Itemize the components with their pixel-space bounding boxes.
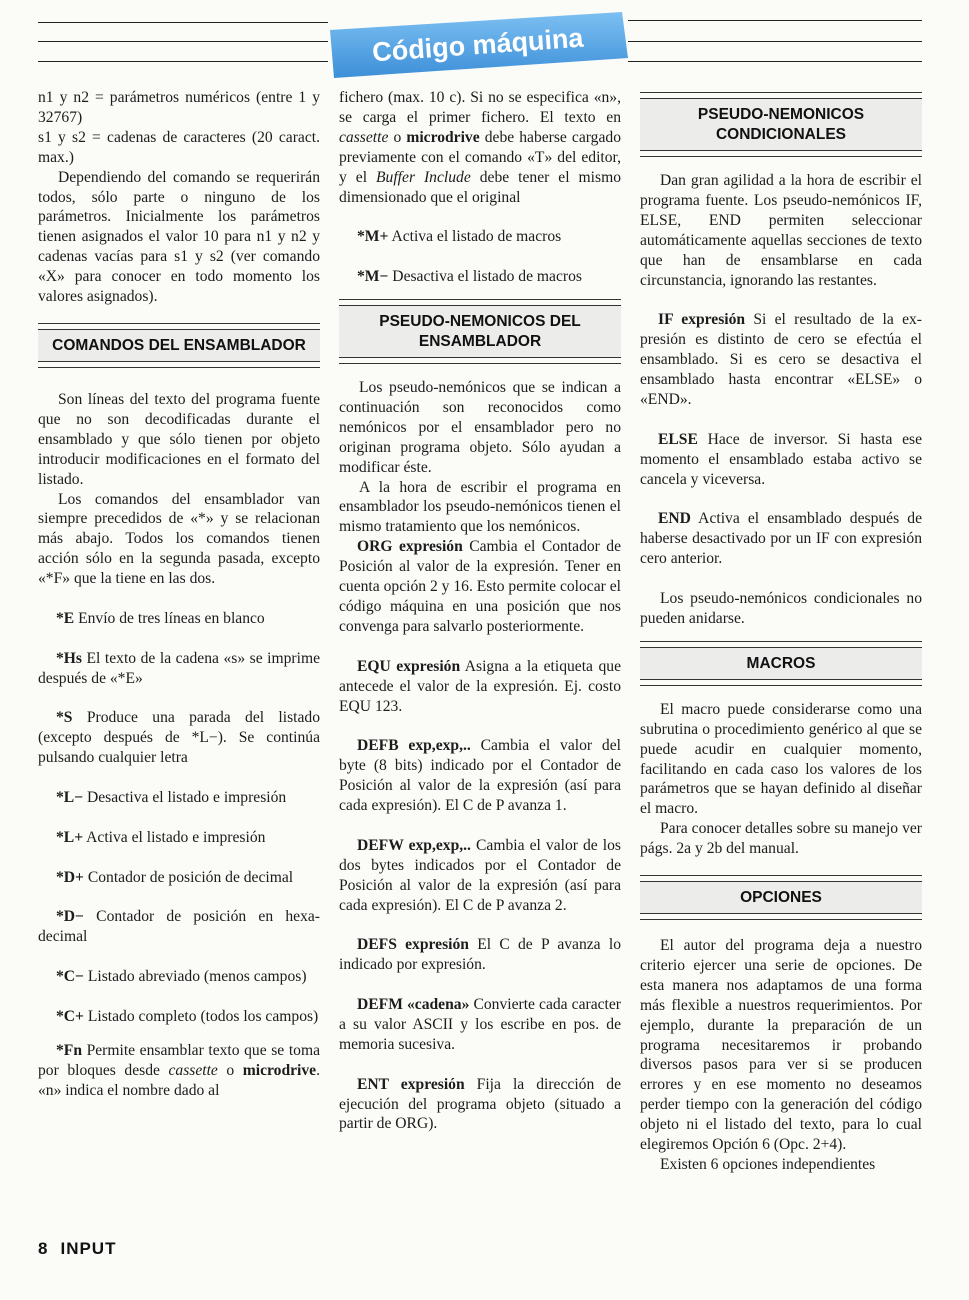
directive-entry: IF expresión Si el resultado de la expresión es distinto de cero se efectúa el ensamblado. Si es cero se desactiva el ensamblado hasta encontrar «ELSE» o «END». [640, 311, 922, 408]
directive-entry: DEFS expresión El C de P avanza lo indicado por expresión. [339, 936, 621, 974]
magazine-name: INPUT [60, 1239, 117, 1258]
section-heading-opciones: OPCIONES [640, 881, 922, 914]
section-badge [322, 8, 632, 80]
paragraph: Dependiendo del comando se requerirán todos, sólo parte o ninguno de los parámetros. Inicialmente los parámetros tienen asignados el valor 10 para n1 y n2 y cadenas vacías para s1 y s2 (ver comando «X» para conocer en todo momento los valores asignados). [38, 168, 320, 306]
header-rule-left-1 [38, 22, 328, 23]
column-3 [640, 88, 922, 1175]
header-rule-left-3 [38, 61, 328, 62]
column-1 [38, 88, 320, 1101]
paragraph: Los comandos del ensamblador van siempre precedidos de «*» y se relacionan más abajo. Todos los comandos tienen acción sólo en la segunda pasada, excepto «*F» que la tiene en las dos. [38, 490, 320, 588]
paragraph: Los pseudo-nemónicos que se indican a continuación son reconocidos como nemónicos por el ensamblador pero no originan programa objeto. Sólo ayudan a modificar éste. [339, 379, 621, 476]
page-number: 8 [38, 1239, 49, 1258]
paragraph: A la hora de escribir el programa en ensamblador los pseudo-nemónicos tienen el mismo tratamiento que los nemónicos. [339, 478, 621, 536]
command-entry: *M− Desactiva el listado de macros [357, 268, 582, 286]
command-entry: *E Envío de tres líneas en blanco [56, 609, 265, 627]
directive-entry: ORG expresión Cambia el Contador de Posición al valor de la expresión. Tener en cuenta opción 2 y 16. Esto permite colocar el código máquina en una posición que nos convenga para salvarlo posteriormente. [339, 538, 621, 635]
section-heading-condicionales: PSEUDO-NEMONICOS CONDICIONALES [640, 98, 922, 151]
section-heading-macros: MACROS [640, 647, 922, 680]
command-entry: *S Produce una parada del listado (excepto después de *L−). Se continúa pulsando cualquier letra [38, 709, 320, 767]
command-entry: *C+ Listado completo (todos los campos) [56, 1007, 319, 1025]
command-entry: *M+ Activa el listado de macros [357, 228, 562, 246]
directive-entry: ELSE Hace de inversor. Si hasta ese momento el ensamblado estaba activo se cancela y viceversa. [640, 430, 922, 488]
paragraph: Los pseudo-nemónicos condicionales no pueden anidarse. [640, 589, 922, 627]
column-2 [339, 88, 621, 1134]
paragraph: Para conocer detalles sobre su manejo ver págs. 2a y 2b del manual. [640, 820, 922, 858]
header-rule-left-2 [38, 41, 328, 42]
directive-entry: DEFW exp,exp,.. Cambia el valor de los dos bytes indicados por el Contador de Posición al valor de la expresión (así para cada expresión). El C de P avanza 2. [339, 836, 621, 914]
directive-entry: END Activa el ensamblado después de haberse desactivado por un IF con expresión cero anterior. [640, 510, 922, 568]
paragraph: s1 y s2 = cadenas de caracteres (20 caract. max.) [38, 128, 320, 166]
directive-entry: DEFB exp,exp,.. Cambia el valor del byte (8 bits) indicado por el Contador de Posición al valor de la expresión (así para cada expresión). El C de P avanza 1. [339, 737, 621, 815]
directive-entry: EQU expresión Asigna a la etiqueta que antecede el valor de la expresión. Ej. costo EQU 123. [339, 657, 621, 715]
section-heading-comandos: COMANDOS DEL ENSAMBLADOR [38, 329, 320, 362]
command-entry: *Fn Permite ensamblar texto que se toma por bloques desde cassette o microdrive. «n» indica el nombre dado al [38, 1041, 321, 1099]
paragraph: Son líneas del texto del programa fuente que no son decodificadas durante el ensamblado y que sólo tienen por objeto introducir modificaciones en el formato del listado. [38, 390, 320, 488]
section-heading-pseudo-nemonicos: PSEUDO-NEMONICOS DEL ENSAMBLADOR [339, 305, 621, 358]
command-entry: *Hs El texto de la cadena «s» se imprime después de «*E» [38, 649, 320, 687]
header-rule-right-3 [628, 61, 922, 62]
command-entry: *D− Contador de posición en hexadecimal [38, 908, 320, 946]
header-rule-right-2 [628, 41, 922, 42]
page-footer [38, 1239, 116, 1259]
command-entry: *C− Listado abreviado (menos campos) [56, 968, 307, 986]
header-rule-right-1 [628, 20, 922, 21]
directive-entry: ENT expresión Fija la dirección de ejecución del programa objeto (situado a partir de ORG). [339, 1075, 621, 1133]
directive-entry: DEFM «cadena» Convierte cada caracter a su valor ASCII y los escribe en pos. de memoria sucesiva. [339, 996, 621, 1053]
paragraph: Dan gran agilidad a la hora de escribir el programa fuente. Los pseudo-nemónicos IF, ELSE, END permiten seleccionar automáticamente aquellas secciones de texto que han de ensamblarse en cada circunstancia, ignorando las restantes. [640, 172, 922, 289]
paragraph: El macro puede considerarse como una subrutina o procedimiento genérico al que se puede acudir en cualquier momento, facilitando en cada caso los valores de los parámetros que se hayan definido al diseñar el macro. [640, 700, 922, 818]
paragraph: n1 y n2 = parámetros numéricos (entre 1 y 32767) [38, 89, 320, 126]
paragraph: Existen 6 opciones independientes [660, 1156, 876, 1173]
command-entry: *L− Desactiva el listado e impresión [56, 789, 287, 807]
command-entry: *D+ Contador de posición de decimal [56, 868, 294, 886]
command-entry: *L+ Activa el listado e impresión [56, 828, 266, 846]
paragraph: El autor del programa deja a nuestro criterio ejercer una serie de opciones. De esta manera nos adaptamos de una forma más flexible a nuestros requerimientos. Por ejemplo, durante la preparación de un programa necesitaremos ir probando diversos pasos para ver si se producen errores y en ese momento no deseamos perder tiempo con la generación del código objeto ni el listado del texto, para lo cual elegiremos Opción 6 (Opc. 2+4). [640, 937, 922, 1154]
badge-title: Código máquina [371, 22, 585, 68]
paragraph: fichero (max. 10 c). Si no se especifica «n», se carga el primer fichero. El texto en cassette o microdrive debe haberse cargado previamente con el comando «T» del editor, y el Buffer Include debe tener el mismo dimensionado que el original [339, 89, 621, 206]
